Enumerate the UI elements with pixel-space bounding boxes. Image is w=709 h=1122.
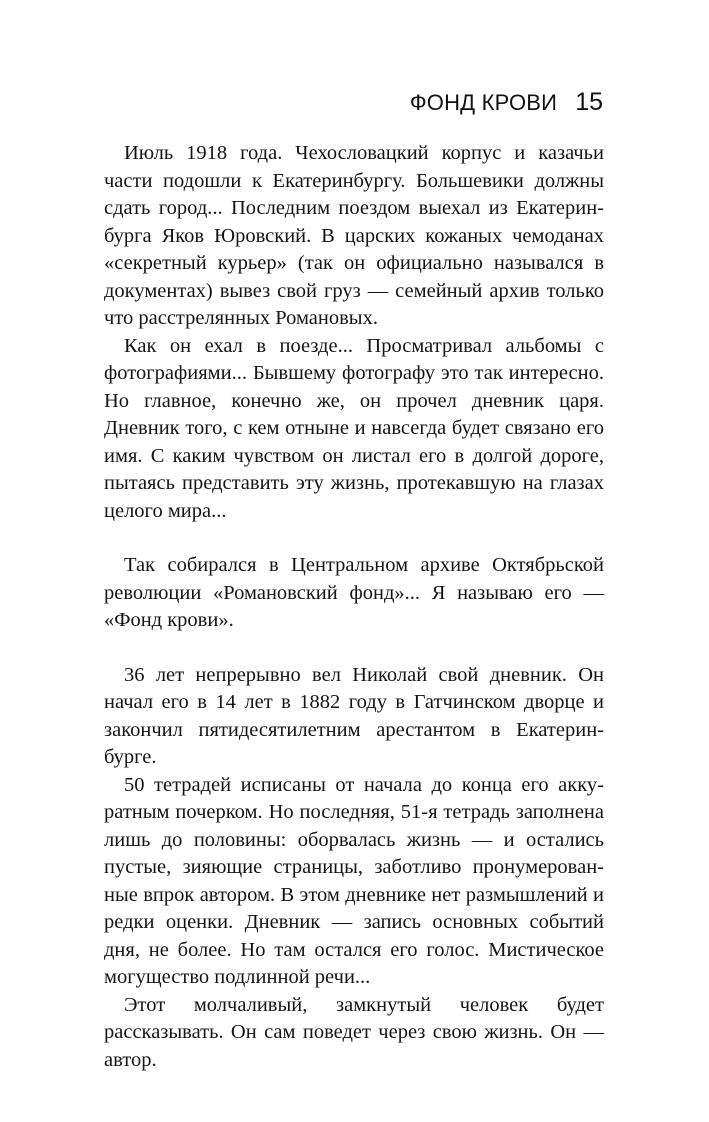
paragraph-2: Как он ехал в поезде... Просматривал альбомы с фотографиями... Бывшему фотографу это так интересно. Но главное, конечно же, он прочел дневник царя. Дневник того, с кем отныне и навсегда будет связано его имя. С каким чувством он листал его в долгой дороге, пытаясь представить эту жизнь, протекавшую на глазах целого мира... <box>104 334 604 522</box>
paragraph-3: Так собирался в Центральном архиве Октябрьской революции «Романовский фонд»... Я называю его — «Фонд крови». <box>104 554 604 631</box>
paragraph-6: Этот молчаливый, замкнутый человек будет рассказывать. Он сам поведет через свою жизнь. Он — автор. <box>104 993 604 1071</box>
body-text <box>104 140 604 1074</box>
section-break <box>104 635 604 662</box>
paragraph-1: Июль 1918 года. Чехословацкий корпус и казачьи части подошли к Екатеринбургу. Большевики должны сдать город... Последним поездом выехал из Екатеринбурга Яков Юровский. В царских кожаных чемоданах «секретный курьер» (так он официально назывался в документах) вывез свой груз — семейный архив только что расстрелянных Романовых. <box>104 142 604 329</box>
paragraph-5: 50 тетрадей исписаны от начала до конца его аккуратным почерком. Но последняя, 51-я тетрадь заполнена лишь до половины: оборвалась жизнь — и остались пустые, зияющие страницы, заботливо пронумерованные впрок автором. В этом дневнике нет размышлений и редки оценки. Дневник — запись основных событий дня, не более. Но там остался его голос. Мистическое могущество подлинной речи... <box>104 773 604 988</box>
section-break <box>104 525 604 552</box>
running-title: ФОНД КРОВИ <box>409 90 558 115</box>
running-head <box>410 88 603 117</box>
paragraph-4: 36 лет непрерывно вел Николай свой дневник. Он начал его в 14 лет в 1882 году в Гатчинском дворце и закончил пятидесятилетним арестантом в Екатеринбурге. <box>104 663 604 768</box>
page-number: 15 <box>575 88 603 116</box>
